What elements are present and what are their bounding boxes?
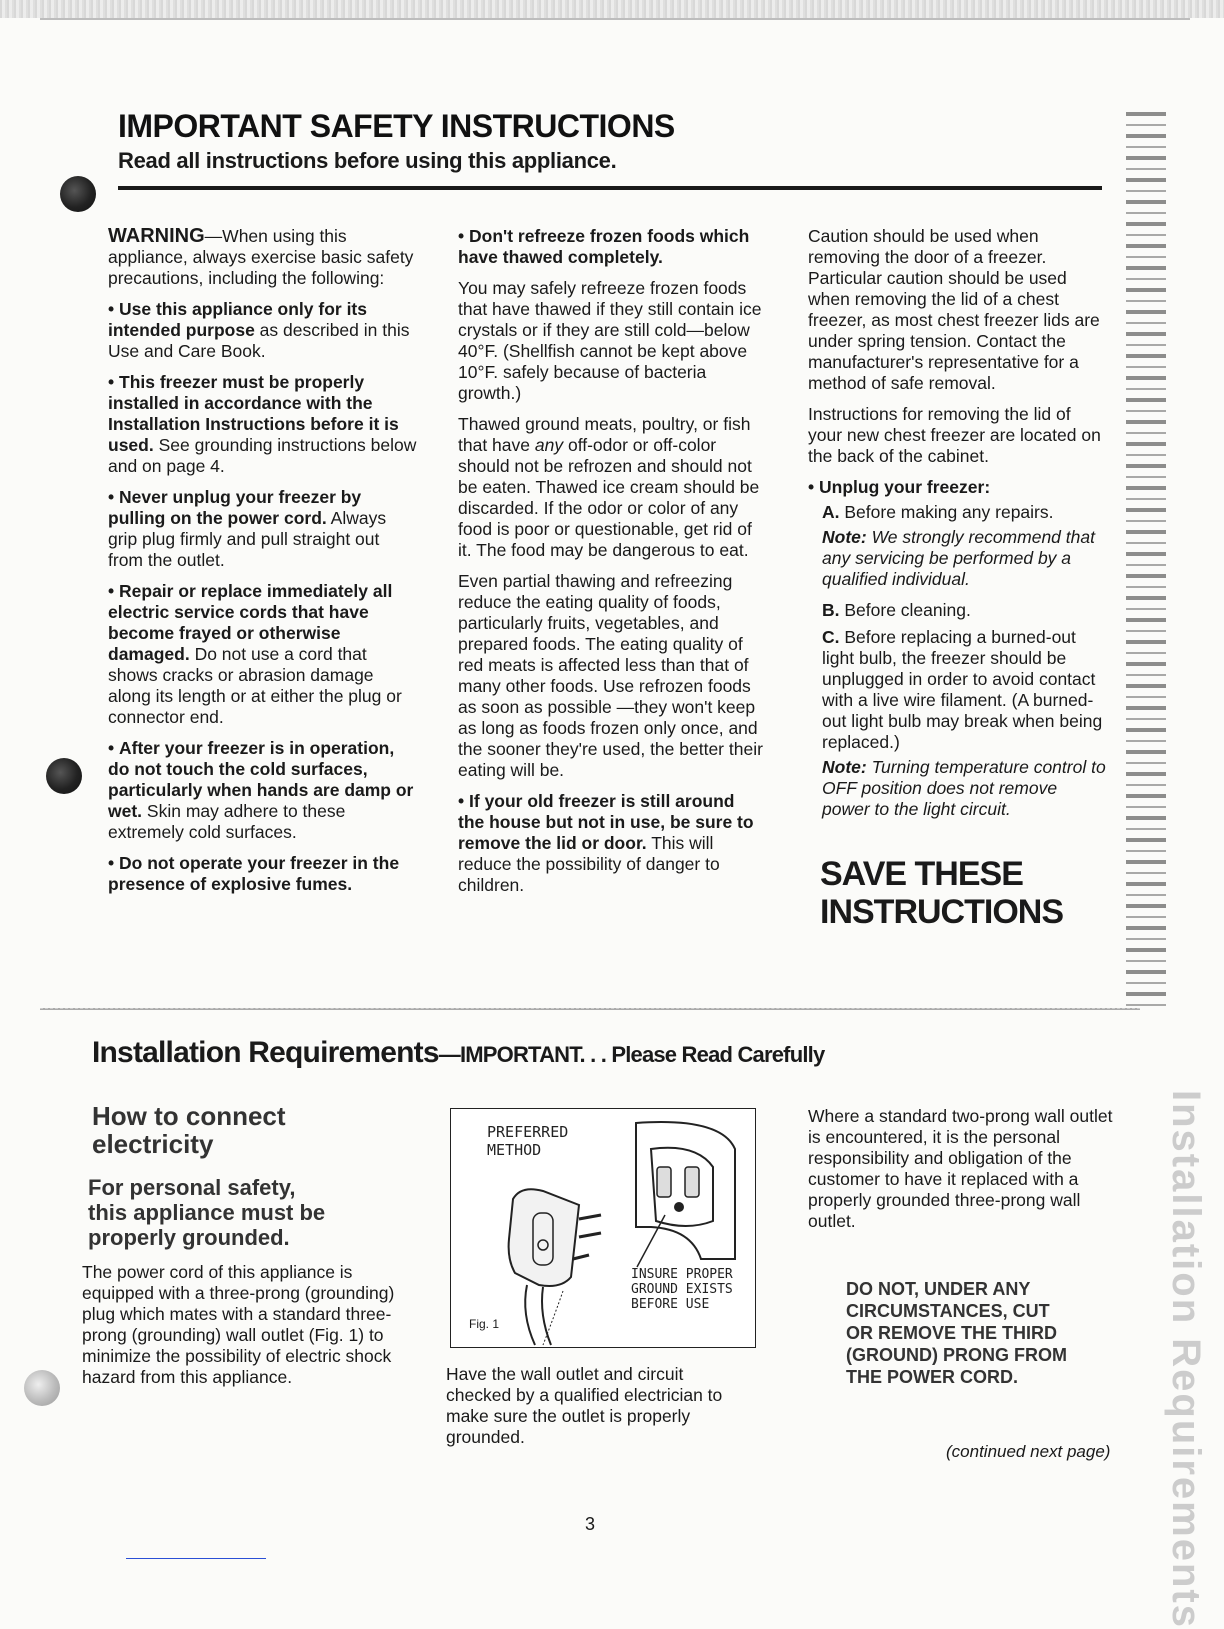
thawed-text-b: off-odor or off-color should not be refrozen and should not be eaten. Thawed ice cream should be discarded. If the odor or color of any food is poor or questionable, get rid of it. The food may be dangerous to eat.: [458, 435, 760, 560]
unplug-item-c: [822, 627, 1108, 753]
warning-text: —When using this appliance, always exercise basic safety precautions, including the following:: [108, 226, 414, 288]
binder-hole-middle: [46, 758, 82, 794]
bullet-text: Skin may adhere to these extremely cold surfaces.: [108, 801, 346, 842]
safety-line-1: For personal safety,: [88, 1175, 296, 1200]
note-text: We strongly recommend that any servicing be performed by a qualified individual.: [822, 527, 1095, 589]
item-label: B.: [822, 600, 840, 620]
how-line-1: How to connect: [92, 1101, 286, 1131]
note-label: Note:: [822, 757, 867, 777]
note-servicing: [822, 527, 1108, 590]
insure-line-3: BEFORE USE: [631, 1297, 710, 1312]
caution-line-4: (GROUND) PRONG FROM: [846, 1345, 1067, 1365]
section-divider: [40, 1008, 1140, 1010]
installation-title-suffix: —IMPORTANT. . . Please Read Carefully: [438, 1042, 825, 1067]
note-text: Turning temperature control to OFF position does not remove power to the light circuit.: [822, 757, 1106, 819]
bullet-dont-refreeze: [458, 226, 763, 268]
bullet-bold: Never unplug your freezer by pulling on the power cord.: [108, 487, 362, 528]
note-temperature-control: [822, 757, 1108, 820]
item-text: Before cleaning.: [839, 600, 971, 620]
header-rule: [118, 186, 1102, 190]
caution-line-2: CIRCUMSTANCES, CUT: [846, 1301, 1050, 1321]
unplug-item-a: [822, 502, 1108, 523]
bullet-bold: This freezer must be properly installed in accordance with the Installation Instructions before it is used.: [108, 372, 399, 455]
page-title: IMPORTANT SAFETY INSTRUCTIONS: [118, 108, 675, 144]
lid-removal-paragraph: Instructions for removing the lid of your new chest freezer are located on the back of the cabinet.: [808, 404, 1101, 466]
unplug-item-b: [822, 600, 1108, 621]
bullet-bold: Don't refreeze frozen foods which have thawed completely.: [458, 226, 750, 267]
bullet-repair-cords: [108, 581, 418, 728]
page-subtitle: Read all instructions before using this appliance.: [118, 148, 617, 173]
bullet-text: This will reduce the possibility of danger to children.: [458, 833, 720, 895]
safety-column-1: [108, 226, 418, 905]
item-label: A.: [822, 502, 840, 522]
top-rule: [40, 18, 1190, 20]
item-label: C.: [822, 627, 840, 647]
save-instructions-heading: [820, 855, 1063, 931]
safety-line-2: this appliance must be: [88, 1200, 326, 1225]
insure-line-1: INSURE PROPER: [631, 1267, 733, 1282]
bullet-explosive-fumes: [108, 853, 418, 895]
thawed-emphasis: any: [534, 435, 564, 455]
bullet-bold: Repair or replace immediately all electric service cords that have become frayed or otherwise damaged.: [108, 581, 393, 664]
caution-line-5: THE POWER CORD.: [846, 1367, 1019, 1387]
two-prong-paragraph: Where a standard two-prong wall outlet is encountered, it is the personal responsibility and obligation of the customer to have it replaced with a properly grounded three-prong wall outlet.: [808, 1106, 1113, 1231]
how-line-2: electricity: [92, 1129, 214, 1159]
side-tab-label: Installation Requirements: [1164, 1090, 1208, 1629]
page-number: 3: [585, 1514, 596, 1534]
thawed-text-a: Thawed ground meats, poultry, or fish that have: [458, 414, 751, 455]
side-tab-marks: [1126, 112, 1166, 1012]
bullet-old-freezer: [458, 791, 763, 896]
save-line-2: INSTRUCTIONS: [820, 893, 1063, 931]
caution-line-3: OR REMOVE THE THIRD: [846, 1323, 1058, 1343]
warning-paragraph: [108, 226, 418, 289]
caution-door-paragraph: Caution should be used when removing the door of a freezer. Particular caution should be used when removing the lid of a chest freezer, as most chest freezer lids are under spring tension. Contact the manufacturer's representative for a method of safe removal.: [808, 226, 1100, 393]
bullet-text: Always grip plug firmly and pull straight out from the outlet.: [108, 508, 387, 570]
scan-top-edge: [0, 0, 1224, 18]
bullet-bold: Do not operate your freezer in the presence of explosive fumes.: [108, 853, 400, 894]
bullet-cold-surfaces: [108, 738, 418, 843]
caution-line-1: DO NOT, UNDER ANY: [846, 1279, 1031, 1299]
figure-number: Fig. 1: [469, 1317, 500, 1331]
footer-underline: [126, 1558, 266, 1559]
bullet-bold: If your old freezer is still around the house but not in use, be sure to remove the lid or door.: [458, 791, 754, 853]
note-label: Note:: [822, 527, 867, 547]
personal-safety-heading: [88, 1175, 325, 1250]
binder-hole-top: [60, 176, 96, 212]
warning-lead: WARNING: [108, 225, 205, 247]
grounding-body: The power cord of this appliance is equipped with a three-prong (grounding) plug which mates with a standard three-prong (grounding) wall outlet (Fig. 1) to minimize the possibility of electric shock hazard from this appliance.: [82, 1262, 395, 1387]
bullet-intended-purpose: [108, 299, 418, 362]
insure-line-2: GROUND EXISTS: [631, 1282, 733, 1297]
bullet-bold: After your freezer is in operation, do not touch the cold surfaces, particularly when hands are damp or wet.: [108, 738, 414, 821]
item-text: Before replacing a burned-out light bulb, the freezer should be unplugged in order to avoid contact with a live wire filament. (A burned-out light bulb may break when being replaced.): [822, 627, 1103, 752]
bullet-never-unplug: [108, 487, 418, 571]
installation-title-main: Installation Requirements: [92, 1036, 439, 1069]
refreeze-paragraph: You may safely refreeze frozen foods that have thawed if they still contain ice crystals or if they are still cold—below 40°F. (Shellfish cannot be kept above 10°F. safely because of bacteria growth.): [458, 278, 762, 403]
safety-column-2: [458, 226, 763, 906]
thawed-paragraph: [458, 414, 763, 561]
binder-hole-bottom: [24, 1370, 60, 1406]
bullet-text: See grounding instructions below and on page 4.: [108, 435, 417, 476]
bullet-text: Do not use a cord that shows cracks or abrasion damage along its length or at either the plug or connector end.: [108, 644, 402, 727]
figure-grounded-outlet: [450, 1108, 756, 1348]
bullet-bold: Use this appliance only for its intended purpose: [108, 299, 367, 340]
how-to-connect-heading: [92, 1102, 286, 1158]
safety-line-3: properly grounded.: [88, 1225, 290, 1250]
bullet-bold: Unplug your freezer:: [819, 477, 991, 497]
bullet-text: as described in this Use and Care Book.: [108, 320, 410, 361]
continued-next-page: (continued next page): [946, 1442, 1111, 1461]
installation-section-title: [92, 1036, 824, 1070]
preferred-line-1: PREFERRED: [487, 1123, 569, 1141]
save-line-1: SAVE THESE: [820, 855, 1023, 893]
partial-thawing-paragraph: Even partial thawing and refreezing reduce the eating quality of foods, particularly fruits, vegetables, and prepared foods. The eating quality of red meats is affected less than that of many other foods. Use refrozen foods as soon as possible —they won't keep as long as foods frozen only once, and the sooner they're used, the better their eating will be.: [458, 571, 763, 780]
do-not-cut-warning: [846, 1278, 1067, 1388]
item-text: Before making any repairs.: [839, 502, 1054, 522]
safety-column-3: [808, 226, 1108, 830]
bullet-properly-installed: [108, 372, 418, 477]
figure-caption: Have the wall outlet and circuit checked by a qualified electrician to make sure the outlet is properly grounded.: [446, 1364, 723, 1447]
preferred-line-2: METHOD: [487, 1141, 542, 1159]
bullet-unplug-freezer: [808, 477, 1108, 498]
figure-insure-label: [631, 1267, 733, 1312]
